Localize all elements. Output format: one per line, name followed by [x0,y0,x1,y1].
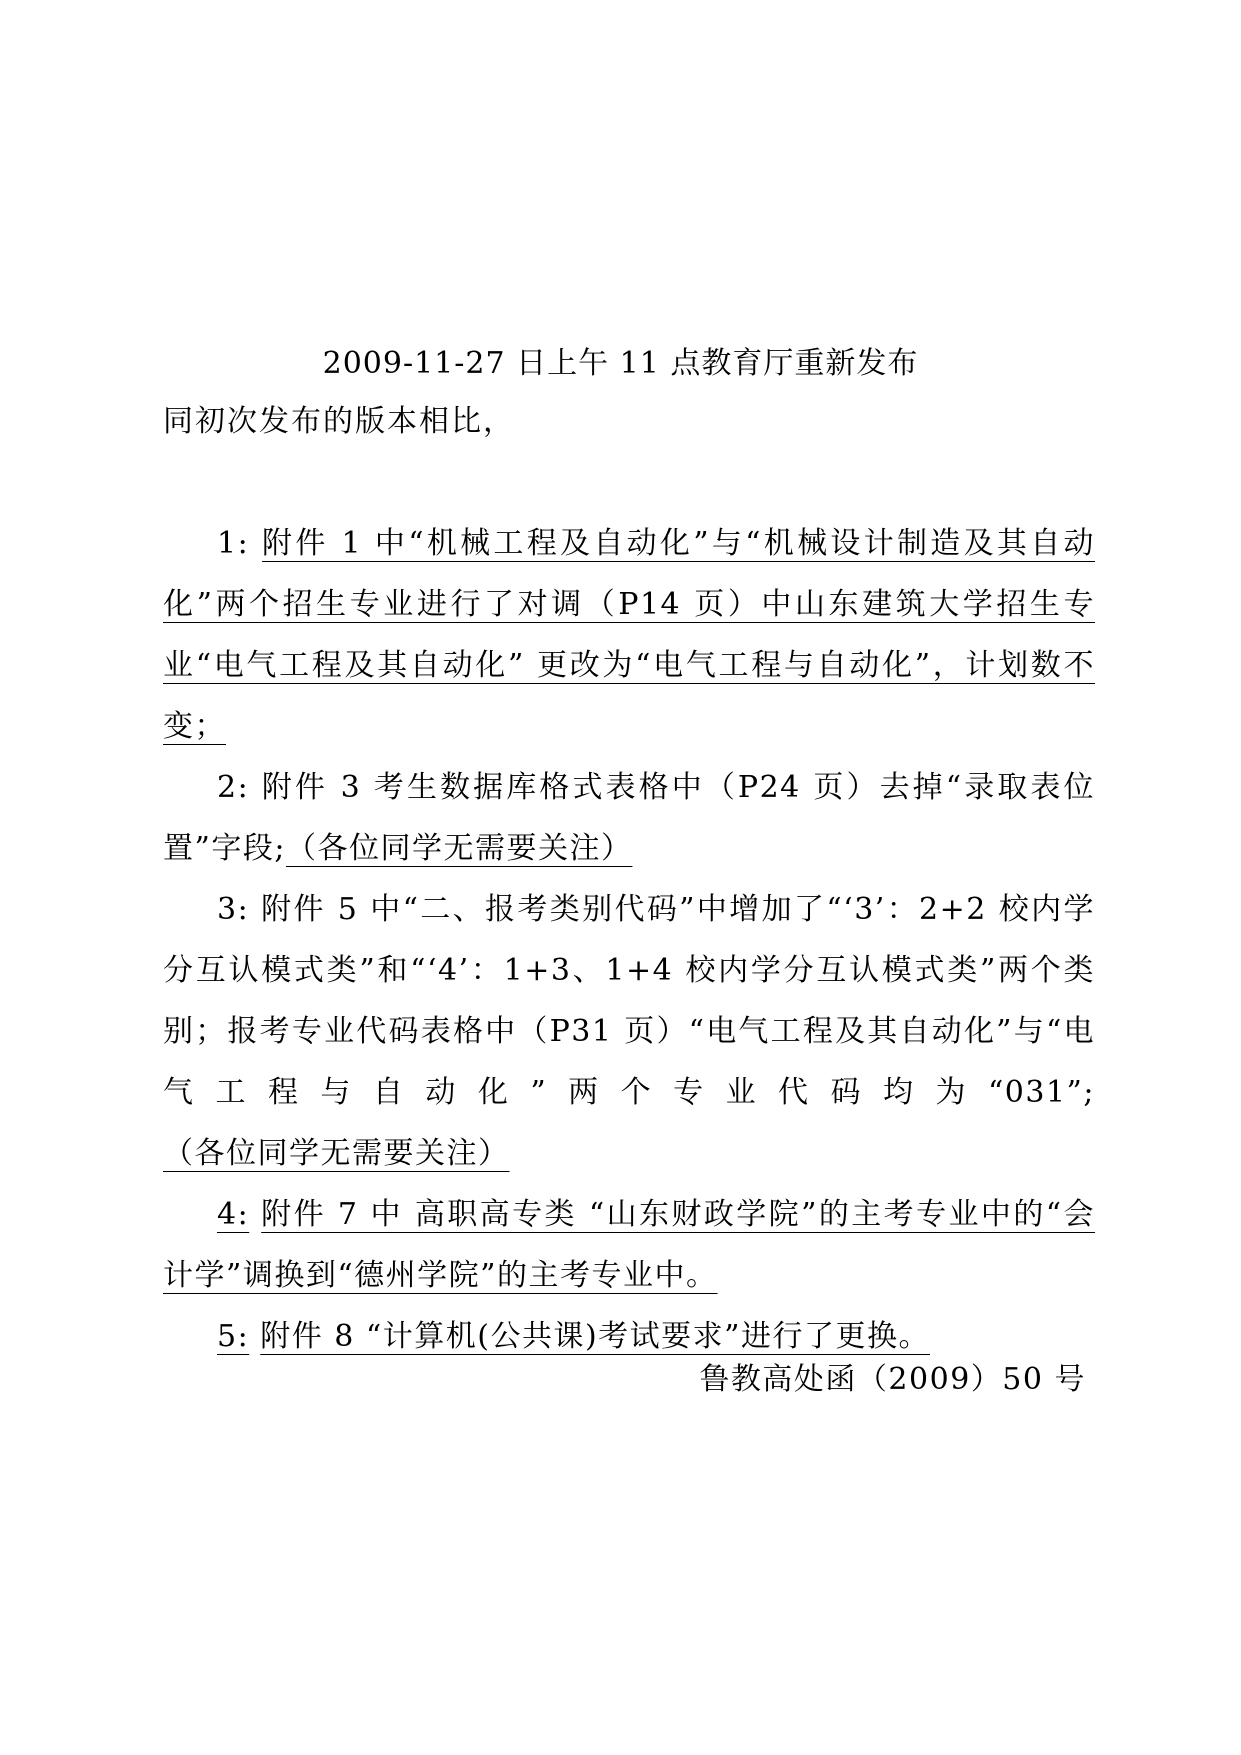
document-reference-number: 鲁教高处函（2009）50 号 [699,1362,1086,1397]
item-underlined-text: 附件 8 “计算机(公共课)考试要求”进行了更换。 [260,1319,930,1354]
change-item-2 [163,757,1095,879]
item-underlined-note: （各位同学无需要关注） [285,831,633,866]
changes-list [163,513,1095,1367]
item-underlined-text: 附件 7 中 高职高专类 “山东财政学院”的主考专业中的“会计学”调换到“德州学院”的主考专业中。 [163,1197,1095,1293]
item-number: 4: [217,1197,250,1232]
item-text: 附件 5 中“二、报考类别代码”中增加了“‘3’：2+2 校内学分互认模式类”和“‘4’：1+3、1+4 校内学分互认模式类”两个类别；报考专业代码表格中（P31 页）“电气工程及其自动化”与“电气工程与自动化”两个专业代码均为“031”; [163,892,1095,1110]
page-title: 2009-11-27 日上午 11 点教育厅重新发布 [322,346,919,381]
change-item-1 [163,513,1095,757]
item-underlined-note: （各位同学无需要关注） [163,1136,510,1171]
item-text: 附件 3 考生数据库格式表格中（P24 页）去掉“录取表位置”字段; [163,770,1095,866]
item-underlined-text: 附件 1 中“机械工程及自动化”与“机械设计制造及其自动化”两个招生专业进行了对调（P14 页）中山东建筑大学招生专业“电气工程及其自动化” 更改为“电气工程与自动化”，计划数不变； [163,526,1095,744]
change-item-3 [163,879,1095,1184]
item-number: 2: [217,770,250,805]
item-number: 1: [217,526,250,561]
change-item-4 [163,1184,1095,1306]
intro-text: 同初次发布的版本相比， [163,404,515,439]
item-number: 3: [217,892,250,927]
item-number: 5: [217,1319,250,1354]
